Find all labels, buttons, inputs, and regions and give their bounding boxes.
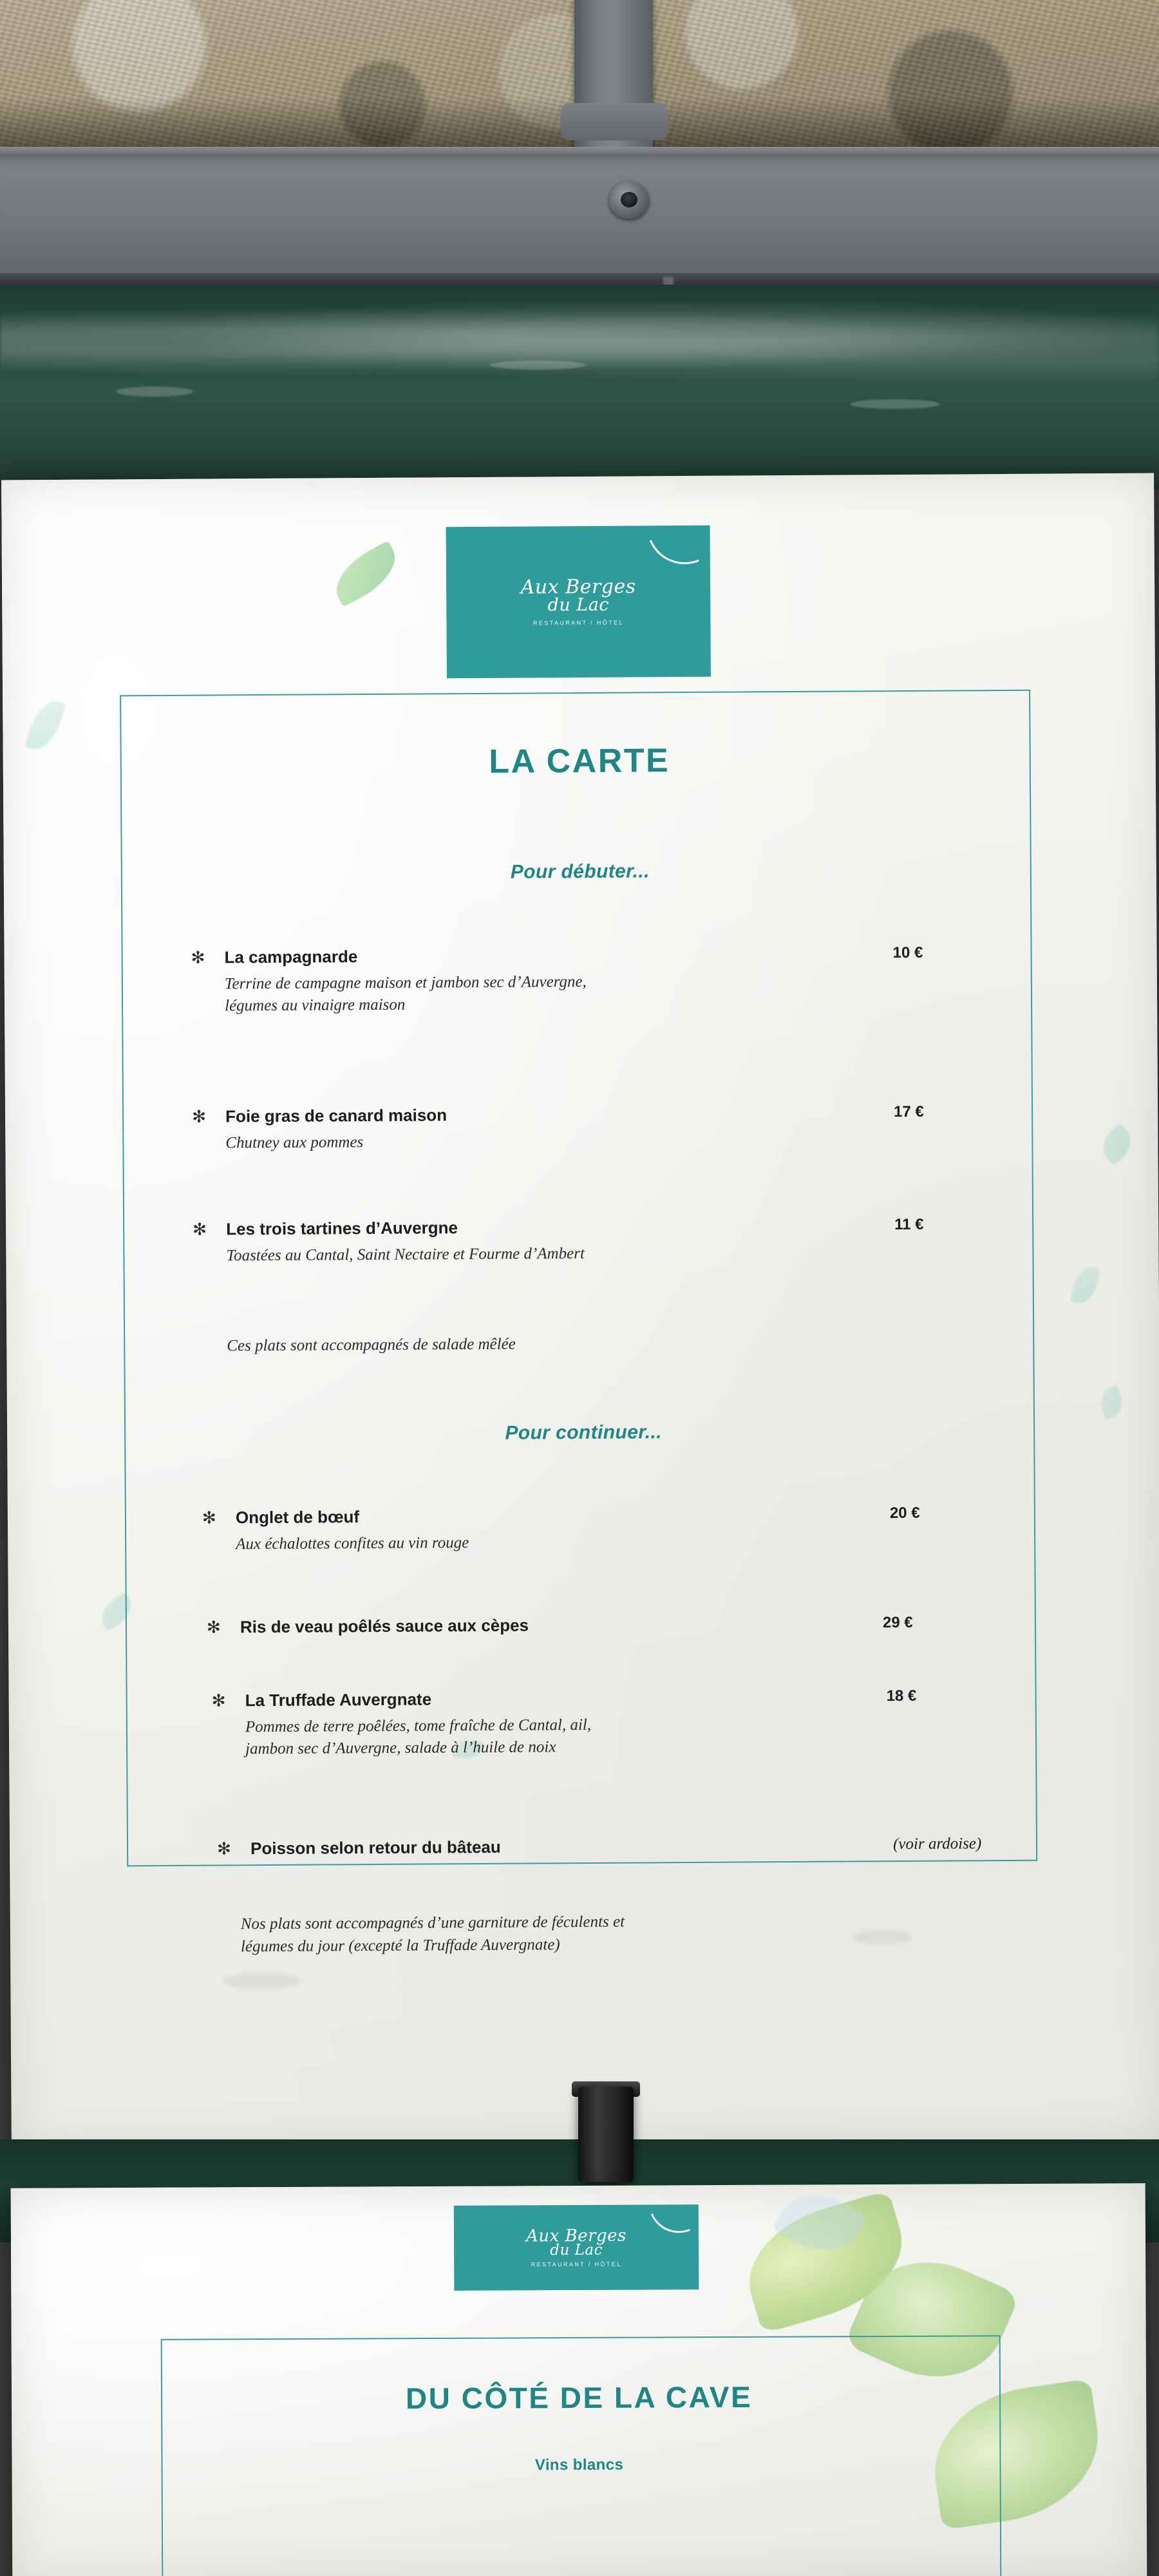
- leaf-decoration: [1095, 1122, 1138, 1166]
- dish-description: Chutney aux pommes: [225, 1133, 364, 1152]
- menu-title-cave: DU CÔTÉ DE LA CAVE: [405, 2380, 753, 2416]
- dish-name: Onglet de bœuf: [235, 1507, 360, 1528]
- leaf-decoration: [1070, 1264, 1100, 1306]
- menu-sheet-top: [1, 473, 1159, 2152]
- logo-subtitle: RESTAURANT / HÔTEL: [532, 619, 624, 627]
- bullet-icon: ✻: [206, 1617, 221, 1637]
- dish-name: La Truffade Auvergnate: [245, 1689, 432, 1710]
- logo-line-1: Aux Berges: [520, 575, 636, 600]
- bullet-icon: ✻: [202, 1508, 216, 1528]
- binder-clip[interactable]: [578, 2087, 634, 2182]
- dish-description: Terrine de campagne maison et jambon sec d’Auvergne, légumes au vinaigre maison: [224, 972, 587, 1015]
- menu-sheet-bottom: [11, 2183, 1147, 2576]
- section-heading-starters: Pour débuter...: [510, 860, 650, 883]
- water-drip: [116, 386, 193, 397]
- dish-price: 20 €: [889, 1504, 920, 1522]
- dish-name: Les trois tartines d’Auvergne: [226, 1218, 458, 1239]
- dish-name: Poisson selon retour du bâteau: [250, 1837, 501, 1859]
- bullet-icon: ✻: [192, 1106, 207, 1126]
- paper-scuff: [223, 1973, 300, 1990]
- logo-line-1: Aux Berges: [526, 2226, 627, 2246]
- bolt-core-icon: [621, 192, 637, 207]
- dish-price: 29 €: [882, 1613, 913, 1632]
- section-footnote-starters: Ces plats sont accompagnés de salade mêlée: [227, 1335, 516, 1355]
- dish-name: La campagnarde: [224, 947, 358, 967]
- dish-description: Aux échalottes confites au vin rouge: [236, 1534, 469, 1553]
- vertical-bar-cap: [560, 103, 668, 140]
- dish-price: 17 €: [894, 1103, 924, 1121]
- dish-description: Pommes de terre poêlées, tome fraîche de Cantal, ail, jambon sec d’Auvergne, salade à l’huile de noix: [245, 1716, 592, 1758]
- dish-name: Ris de veau poêlés sauce aux cèpes: [240, 1615, 529, 1637]
- logo-line-2: du Lac: [547, 594, 610, 616]
- restaurant-logo: [446, 526, 711, 679]
- leaf-decoration: [326, 540, 406, 607]
- menu-title: LA CARTE: [489, 742, 670, 781]
- logo-swoosh-icon: [651, 2202, 690, 2242]
- dish-price: (voir ardoise): [892, 1835, 982, 1853]
- water-drip: [489, 361, 586, 370]
- dish-name: Foie gras de canard maison: [225, 1105, 448, 1126]
- subheading-white-wines: Vins blancs: [534, 2456, 624, 2474]
- leaf-decoration: [1096, 1385, 1126, 1420]
- bullet-icon: ✻: [193, 1219, 207, 1239]
- dish-price: 11 €: [894, 1215, 924, 1234]
- section-footnote-mains: Nos plats sont accompagnés d’une garniture de féculents et légumes du jour (excepté la Truffade Auvergnate): [240, 1913, 625, 1955]
- dish-price: 10 €: [892, 943, 923, 962]
- dish-price: 18 €: [886, 1687, 917, 1705]
- logo-swoosh-icon: [650, 526, 699, 576]
- metal-crossbar: [0, 147, 1159, 290]
- dish-description: Toastées au Cantal, Saint Nectaire et Fourme d’Ambert: [226, 1244, 585, 1265]
- bullet-icon: ✻: [216, 1839, 231, 1859]
- water-drip: [850, 399, 940, 409]
- restaurant-logo: [454, 2204, 699, 2291]
- section-heading-mains: Pour continuer...: [505, 1421, 662, 1444]
- bullet-icon: ✻: [191, 947, 205, 967]
- logo-line-2: du Lac: [550, 2241, 603, 2259]
- bullet-icon: ✻: [211, 1690, 226, 1710]
- logo-subtitle: RESTAURANT / HÔTEL: [531, 2261, 622, 2268]
- ledge-wet-sheen: [0, 303, 1159, 380]
- crossbar-top-edge: [0, 147, 1159, 156]
